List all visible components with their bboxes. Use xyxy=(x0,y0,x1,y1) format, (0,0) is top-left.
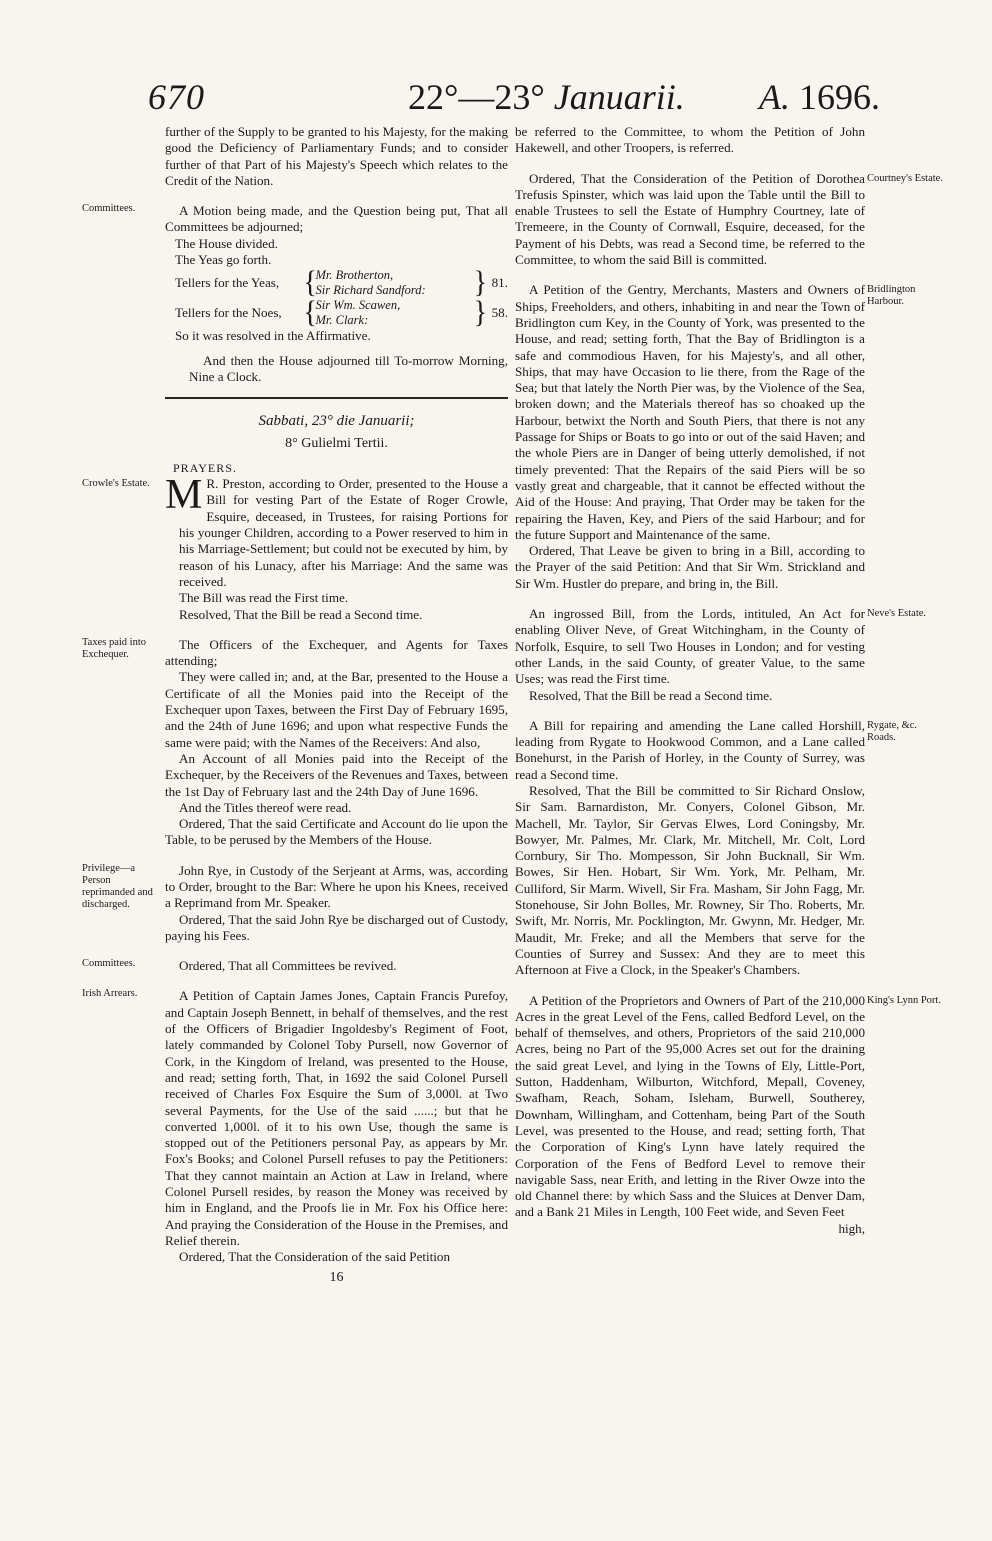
committees-adjourned-section xyxy=(82,203,508,385)
page-number: 670 xyxy=(148,77,205,117)
teller-noes-1: Sir Wm. Scawen, xyxy=(315,298,401,313)
yeas-go-forth: The Yeas go forth. xyxy=(175,252,272,268)
bridlington-petition: A Petition of the Gentry, Merchants, Masters and Owners of Ships, Freeholders, and others, inhabiting in and near the Town of Bridlington cum Key, in the County of York, was presented to the House, and read; setting forth, That the Bay of Bridlington is a safe and commodious Haven, for his Majesty's, and all other, Ships, that may have Occasion to lie there, from the Rage of the Sea; but that lately the North Pier was, by the Violence of the Sea, broken down; and the Materials thereof has so choaked up the Harbour, betwixt the North and South Piers, that there is not any Passage for Ships or Boats to go into or out of the said Haven; and the whole Piers are in Danger of being utterly demolished, if not timely prevented: That the Repairs of the said Piers will be so vastly great and chargeable, that it cannot be effected without the Aid of the House: And praying, That Order may be taken for the repairing the Haven, Key, and Piers of the said Harbour; and for the future Support and Maintenance of the same. xyxy=(515,282,865,542)
bridlington-section xyxy=(515,282,916,592)
irish-petition: A Petition of Captain James Jones, Captain Francis Purefoy, and Captain Joseph Bennett, in behalf of themselves, and the rest of the Officers of Brigadier Ingoldesby's Regiment of Foot, lately commanded by Colonel Toby Pursell, now Governor of Cork, in the Kingdom of Ireland, was presented to the House, and read; setting forth, That, in 1692 the said Colonel Pursell received of Charles Fox Esquire the Sum of 3,000l. at Two several Payments, for the Use of the said ......; but that he converted 1,000l. of it to his own Use, though the same is stopped out of the Petitioners personal Pay, as appears by Mr. Fox's Books; and Colonel Pursell refuses to pay the Petitioners: That they cannot maintain an Action at Law in Ireland, where Colonel Pursell resides, by reason the Money was received by him in England, and the Proofs lie in Mr. Fox his Office here: And praying the Consideration of the House in the Premises, and Relief therein. xyxy=(165,988,508,1248)
courtney-ordered: Ordered, That the Consideration of the Petition of Dorothea Trefusis Spinster, which was laid upon the Table until the Bill to enable Trustees to sell the Estate of Humphry Courtney, late of Tremeere, in the County of Cornwall, Esquire, deceased, for the Payment of his Debts, was read a Second time, be referred to the Committee, to whom the said Bill is committed. xyxy=(515,170,865,268)
tellers-yeas-label: Tellers for the Yeas, xyxy=(175,275,280,291)
drop-cap: M xyxy=(165,472,203,519)
tellers-noes-count: 58. xyxy=(491,305,508,321)
tellers-yeas-names xyxy=(315,268,473,298)
margin-note-neve: Neve's Estate. xyxy=(867,608,927,620)
left-continuation: further of the Supply to be granted to his Majesty, for the making good the Deficiency of Parliamentary Funds; and to consider further of that Part of his Majesty's Speech which relates to the Credit of the Nation. xyxy=(165,124,508,188)
rye-paragraph: John Rye, in Custody of the Serjeant at Arms, was, according to Order, brought to the Bar: Where he upon his Knees, received a Reprimand from Mr. Speaker. xyxy=(165,862,508,911)
tellers-yeas-count: 81. xyxy=(491,275,508,291)
courtney-section xyxy=(515,170,943,269)
margin-note-taxes: Taxes paid into Exchequer. xyxy=(82,636,146,660)
resolved-affirmative: So it was resolved in the Affirmative. xyxy=(175,328,371,344)
crowle-paragraph xyxy=(165,472,508,590)
margin-note-rygate: Rygate, &c. Roads. xyxy=(867,719,918,743)
margin-note-committees: Committees. xyxy=(82,203,136,215)
tellers-noes-label: Tellers for the Noes, xyxy=(175,305,282,321)
margin-note-crowle: Crowle's Estate. xyxy=(82,478,150,490)
page-header xyxy=(140,76,880,122)
margin-note-privilege: Privilege—a Person reprimanded and discharged. xyxy=(82,862,153,910)
crowle-resolved: Resolved, That the Bill be read a Second time. xyxy=(179,606,423,622)
section-divider xyxy=(165,397,508,399)
margin-note-kings-lynn: King's Lynn Port. xyxy=(867,994,941,1006)
lynn-petition: A Petition of the Proprietors and Owners of Part of the 210,000 Acres in the great Level of the Fens, called Bedford Level, on the behalf of themselves, and others, Proprietors of the said 210,000 Acres, being no Part of the 95,000 Acres set out for the draining the said great Level, and lying in the Towns of Ely, Little-Port, Sutton, Haddenham, Wilburton, Witchford, Mepall, Coveney, Swafham, Reach, Soham, Isleham, Burwell, Southerey, Downham, Willingham, and Cottenham, being Part of the South Level, was presented to the House, and read; setting forth, That the Corporation of King's Lynn have lately required the Corporation of the Fens of Bedford Level to remove their navigable Sass, near Erith, and letting in the River Owze into the old Channel there: by which Sass and the Sluices at Denver Dam, and a Bank 21 Miles in Length, 100 Feet wide, and Seven Feet xyxy=(515,992,865,1220)
prayers-heading: PRAYERS. xyxy=(173,460,237,475)
margin-note-courtney: Courtney's Estate. xyxy=(867,172,943,184)
brace-icon: { xyxy=(303,265,317,300)
rygate-resolved: Resolved, That the Bill be committed to Sir Richard Onslow, Sir Sam. Barnardiston, Mr. Conyers, Colonel Gibson, Mr. Machell, Mr. Taylor, Sir Gervas Elwes, Lord Coningsby, Mr. Bowyer, Mr. Palmes, Mr. Clark, Mr. Mitchell, Mr. Colt, Lord Cornbury, Sir Tho. Mompesson, Sir John Bucknall, Sir Wm. Bowes, Sir Hen. Hobart, Sir Wm. York, Mr. Pelham, Mr. Culliford, Sir Marm. Wivell, Sir Fra. Masham, Sir John Fagg, Mr. Stonehouse, Sir John Bolles, Mr. Rowney, Sir Tho. Roberts, Mr. Swift, Mr. Norris, Mr. Pocklington, Mr. Gwynn, Mr. Hedger, Mr. Maudit, Mr. Freke; and all the Members that serve for the Counties of Surrey and Sussex: And they are to meet this Afternoon at Five a Clock, in the Speaker's Chambers. xyxy=(515,782,865,978)
margin-note-bridlington: Bridlington Harbour. xyxy=(867,284,916,308)
header-year-letter: A. xyxy=(759,77,790,117)
margin-note-committees-revived: Committees. xyxy=(82,958,136,970)
regnal-year: 8° Gulielmi Tertii. xyxy=(285,435,388,451)
header-year xyxy=(759,76,880,118)
header-dates-prefix: 22°—23° xyxy=(408,77,545,117)
brace-icon: { xyxy=(303,295,317,330)
teller-yeas-2: Sir Richard Sandford: xyxy=(315,283,426,298)
neve-bill: An ingrossed Bill, from the Lords, intituled, An Act for enabling Oliver Neve, of Great Witchingham, in the County of Norfolk, Esquire, to sell Two Houses in London; and for vesting other Lands, in the said County, of greater Value, to the same Uses; was read the First time. xyxy=(515,606,865,687)
rye-ordered: Ordered, That the said John Rye be discharged out of Custody, paying his Fees. xyxy=(165,911,508,943)
committees-revived-section xyxy=(82,958,508,974)
irish-arrears-section xyxy=(82,988,508,1265)
closing-brace-icon: } xyxy=(473,265,488,300)
taxes-paragraph-2: They were called in; and, at the Bar, presented to the House a Certificate of all the Monies paid into the Receipt of the Exchequer upon Taxes, between the First Day of February 1695, and the 24th of June 1696; and upon what respective Funds the same were paid; with the Names of the Receivers: And also, xyxy=(165,669,508,750)
committees-revived: Ordered, That all Committees be revived. xyxy=(179,958,397,974)
crowle-estate-section xyxy=(82,472,508,623)
teller-noes-2: Mr. Clark: xyxy=(315,313,369,328)
tellers-noes-names xyxy=(315,298,473,328)
rygate-bill: A Bill for repairing and amending the Lane called Horshill, leading from Rygate to Hookwood Common, and a Lane called Bonehurst, in the Parish of Horley, in the County of Surrey, was read a Second time. xyxy=(515,717,865,782)
crowle-text: R. Preston, according to Order, presented to the House a Bill for vesting Part of the Estate of Roger Crowle, Esquire, deceased, in Trustees, for raising Portions for his younger Children, according to a Power reserved to him in his Marriage-Settlement; but could not be executed by him, by reason of his Lunacy, after his Marriage: And the same was received. xyxy=(179,476,508,589)
right-column xyxy=(515,124,943,1237)
header-year-value: 1696. xyxy=(799,77,880,117)
teller-yeas-1: Mr. Brotherton, xyxy=(315,268,394,283)
motion-paragraph: A Motion being made, and the Question being put, That all Committees be adjourned; xyxy=(165,203,508,235)
tellers-noes-row xyxy=(175,295,508,330)
crowle-first-reading: The Bill was read the First time. xyxy=(179,590,349,606)
rygate-section xyxy=(515,717,918,979)
taxes-section xyxy=(82,636,508,849)
bridlington-ordered: Ordered, That Leave be given to bring in a Bill, according to the Prayer of the said Petition: And that Sir Wm. Strickland and Sir Wm. Hustler do prepare, and bring in, the Bill. xyxy=(515,543,865,591)
privilege-section xyxy=(82,862,508,944)
margin-note-irish: Irish Arrears. xyxy=(82,988,138,1000)
tellers-yeas-row xyxy=(175,265,508,300)
catchword: high, xyxy=(838,1220,865,1236)
taxes-ordered: Ordered, That the said Certificate and Account do lie upon the Table, to be perused by the Members of the House. xyxy=(165,816,508,848)
tellers-block xyxy=(165,265,508,330)
signature-mark: 16 xyxy=(329,1269,344,1285)
taxes-paragraph-3: An Account of all Monies paid into the Receipt of the Exchequer, by the Receivers of the Revenues and Taxes, between the 1st Day of February last and the 24th Day of June 1696. xyxy=(165,750,508,799)
neve-section xyxy=(515,606,927,704)
neve-resolved: Resolved, That the Bill be read a Second time. xyxy=(529,687,773,703)
kings-lynn-section xyxy=(515,992,941,1221)
taxes-paragraph-1: The Officers of the Exchequer, and Agents for Taxes attending; xyxy=(165,636,508,669)
day-heading: Sabbati, 23° die Januarii; xyxy=(258,413,415,430)
right-continuation: be referred to the Committee, to whom the Petition of John Hakewell, and other Troopers, is referred. xyxy=(515,124,865,156)
closing-brace-icon: } xyxy=(473,295,488,330)
house-divided: The House divided. xyxy=(175,235,278,251)
header-month: Januarii. xyxy=(553,77,685,117)
taxes-paragraph-4: And the Titles thereof were read. xyxy=(179,799,352,815)
irish-ordered: Ordered, That the Consideration of the said Petition xyxy=(179,1249,451,1265)
house-adjourned: And then the House adjourned till To-morrow Morning, Nine a Clock. xyxy=(189,352,508,384)
header-dates xyxy=(408,76,685,118)
left-column xyxy=(82,124,508,1286)
